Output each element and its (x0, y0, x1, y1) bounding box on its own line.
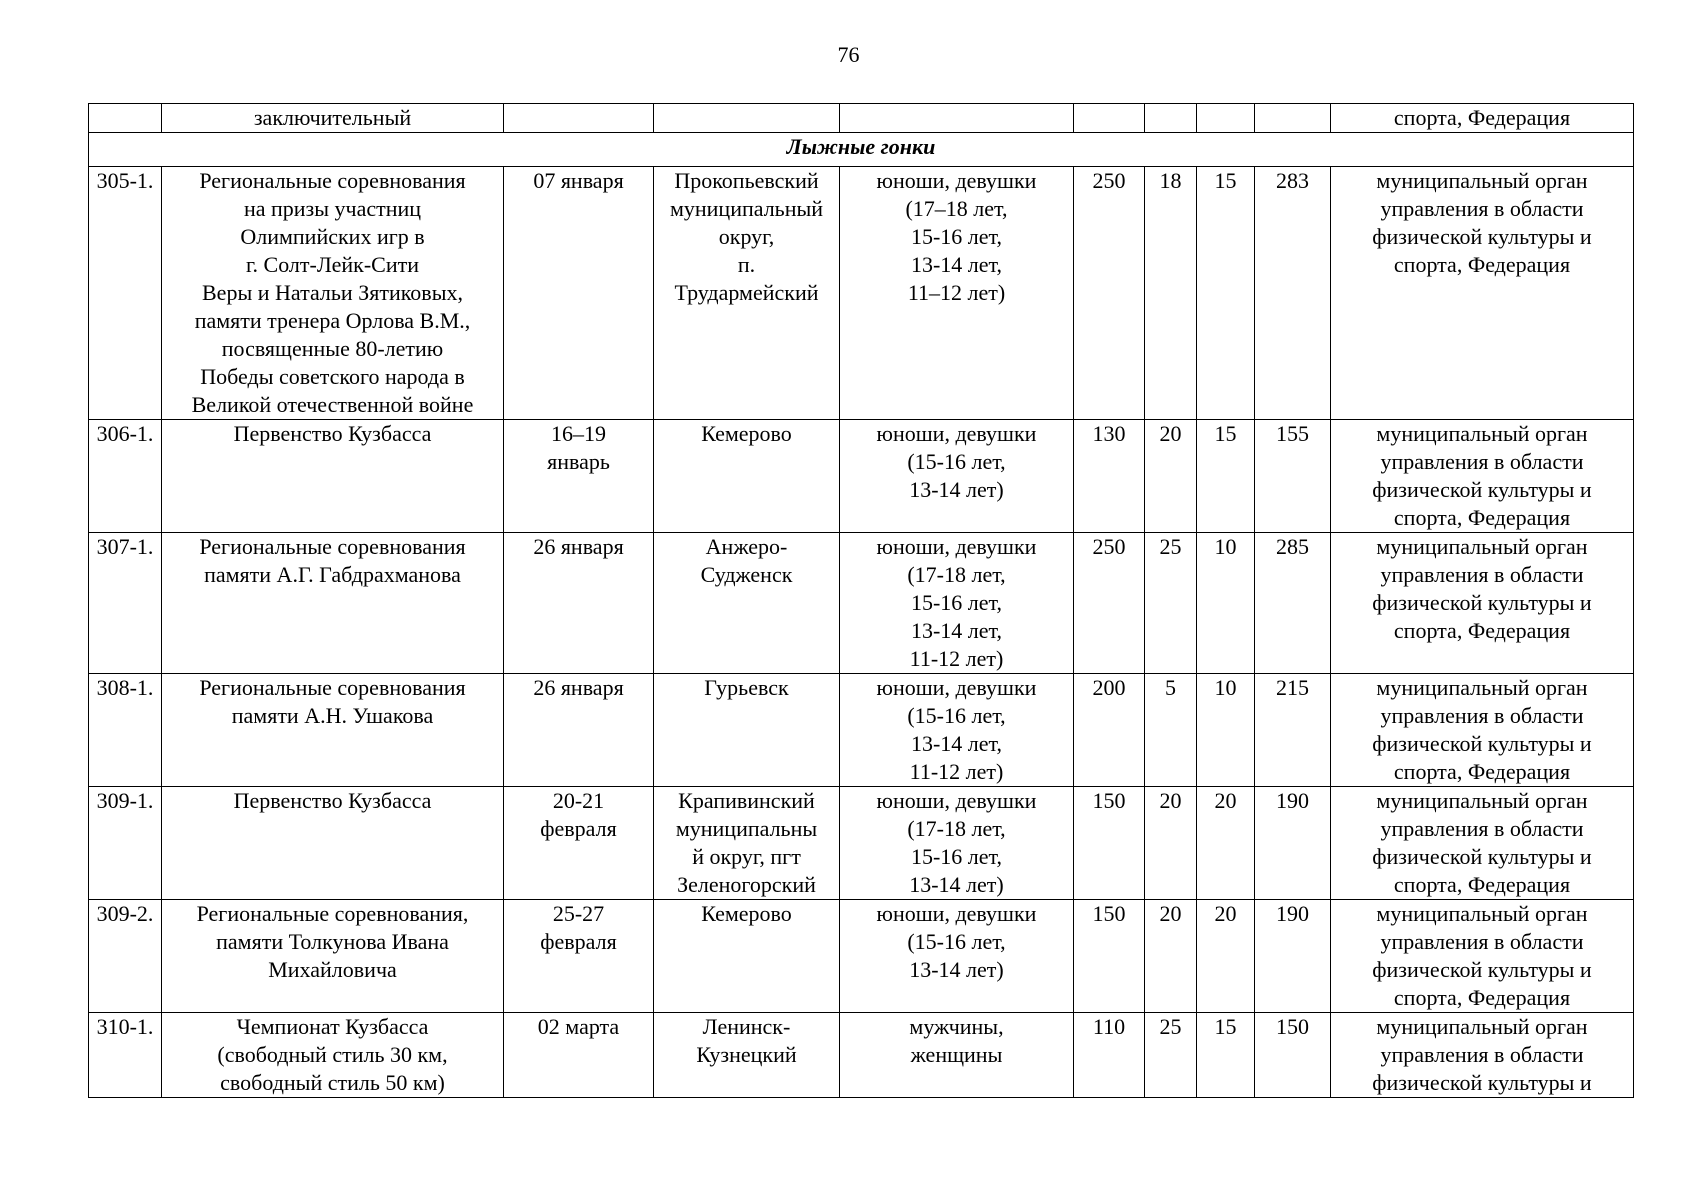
cell-count-1: 110 (1074, 1013, 1145, 1098)
cell-location: Прокопьевский муниципальный округ, п. Трудармейский (654, 167, 840, 420)
cell-count-1: 250 (1074, 533, 1145, 674)
cell-organizer: муниципальный орган управления в области физической культуры и спорта, Федерация (1331, 533, 1634, 674)
cell-date: 07 января (504, 167, 654, 420)
cell-count-2 (1145, 104, 1197, 133)
table-row (89, 420, 1634, 533)
cell-count-3: 15 (1197, 420, 1255, 533)
cell-count-3: 20 (1197, 787, 1255, 900)
cell-number: 309-2. (89, 900, 162, 1013)
cell-total: 215 (1255, 674, 1331, 787)
cell-number: 310-1. (89, 1013, 162, 1098)
cell-location: Гурьевск (654, 674, 840, 787)
cell-count-2: 20 (1145, 900, 1197, 1013)
cell-count-3: 10 (1197, 533, 1255, 674)
cell-date: 16–19 январь (504, 420, 654, 533)
table-row (89, 900, 1634, 1013)
table-row (89, 787, 1634, 900)
cell-participants: юноши, девушки (15-16 лет, 13-14 лет) (840, 900, 1074, 1013)
table-row (89, 167, 1634, 420)
cell-count-2: 25 (1145, 1013, 1197, 1098)
cell-location: Ленинск- Кузнецкий (654, 1013, 840, 1098)
cell-location: Крапивинский муниципальны й округ, пгт Зеленогорский (654, 787, 840, 900)
cell-count-3: 20 (1197, 900, 1255, 1013)
table-row (89, 1013, 1634, 1098)
cell-organizer: муниципальный орган управления в области физической культуры и спорта, Федерация (1331, 787, 1634, 900)
cell-organizer: муниципальный орган управления в области физической культуры и спорта, Федерация (1331, 900, 1634, 1013)
cell-location (654, 104, 840, 133)
cell-count-3 (1197, 104, 1255, 133)
cell-total: 150 (1255, 1013, 1331, 1098)
cell-total: 285 (1255, 533, 1331, 674)
section-row (89, 133, 1634, 167)
cell-organizer: муниципальный орган управления в области физической культуры и (1331, 1013, 1634, 1098)
cell-number: 308-1. (89, 674, 162, 787)
cell-organizer: муниципальный орган управления в области физической культуры и спорта, Федерация (1331, 674, 1634, 787)
cell-participants: юноши, девушки (15-16 лет, 13-14 лет, 11-12 лет) (840, 674, 1074, 787)
cell-date: 02 марта (504, 1013, 654, 1098)
cell-date (504, 104, 654, 133)
cell-number: 309-1. (89, 787, 162, 900)
cell-total (1255, 104, 1331, 133)
cell-count-1 (1074, 104, 1145, 133)
cell-total: 190 (1255, 900, 1331, 1013)
cell-count-1: 150 (1074, 900, 1145, 1013)
cell-event-name: Чемпионат Кузбасса (свободный стиль 30 км, свободный стиль 50 км) (162, 1013, 504, 1098)
cell-date: 26 января (504, 533, 654, 674)
section-title: Лыжные гонки (89, 133, 1634, 167)
cell-count-1: 150 (1074, 787, 1145, 900)
cell-count-2: 25 (1145, 533, 1197, 674)
cell-participants: юноши, девушки (17-18 лет, 15-16 лет, 13-14 лет) (840, 787, 1074, 900)
cell-event-name: заключительный (162, 104, 504, 133)
cell-organizer: муниципальный орган управления в области физической культуры и спорта, Федерация (1331, 420, 1634, 533)
cell-event-name: Первенство Кузбасса (162, 787, 504, 900)
cell-event-name: Региональные соревнования на призы участниц Олимпийских игр в г. Солт-Лейк-Сити Веры и Натальи Зятиковых, памяти тренера Орлова В.М., посвященные 80-летию Победы советского народа в Великой отечественной войне (162, 167, 504, 420)
cell-event-name: Региональные соревнования памяти А.Г. Габдрахманова (162, 533, 504, 674)
cell-organizer: спорта, Федерация (1331, 104, 1634, 133)
cell-number: 305-1. (89, 167, 162, 420)
table-row (89, 674, 1634, 787)
cell-number: 306-1. (89, 420, 162, 533)
cell-participants: юноши, девушки (17–18 лет, 15-16 лет, 13-14 лет, 11–12 лет) (840, 167, 1074, 420)
cell-count-3: 15 (1197, 1013, 1255, 1098)
cell-count-3: 15 (1197, 167, 1255, 420)
cell-count-2: 5 (1145, 674, 1197, 787)
cell-count-1: 250 (1074, 167, 1145, 420)
cell-event-name: Региональные соревнования, памяти Толкунова Ивана Михайловича (162, 900, 504, 1013)
cell-event-name: Региональные соревнования памяти А.Н. Ушакова (162, 674, 504, 787)
cell-total: 155 (1255, 420, 1331, 533)
cell-count-2: 20 (1145, 787, 1197, 900)
cell-participants (840, 104, 1074, 133)
continuation-row (89, 104, 1634, 133)
cell-location: Анжеро- Судженск (654, 533, 840, 674)
cell-date: 25-27 февраля (504, 900, 654, 1013)
page-number: 76 (837, 42, 860, 67)
cell-participants: юноши, девушки (15-16 лет, 13-14 лет) (840, 420, 1074, 533)
cell-number: 307-1. (89, 533, 162, 674)
cell-event-name: Первенство Кузбасса (162, 420, 504, 533)
cell-number (89, 104, 162, 133)
cell-date: 20-21 февраля (504, 787, 654, 900)
events-table (88, 103, 1634, 1098)
cell-count-1: 200 (1074, 674, 1145, 787)
cell-participants: мужчины, женщины (840, 1013, 1074, 1098)
cell-count-2: 18 (1145, 167, 1197, 420)
cell-count-1: 130 (1074, 420, 1145, 533)
cell-total: 283 (1255, 167, 1331, 420)
cell-total: 190 (1255, 787, 1331, 900)
cell-location: Кемерово (654, 900, 840, 1013)
cell-count-2: 20 (1145, 420, 1197, 533)
cell-participants: юноши, девушки (17-18 лет, 15-16 лет, 13-14 лет, 11-12 лет) (840, 533, 1074, 674)
cell-location: Кемерово (654, 420, 840, 533)
cell-date: 26 января (504, 674, 654, 787)
cell-organizer: муниципальный орган управления в области физической культуры и спорта, Федерация (1331, 167, 1634, 420)
table-row (89, 533, 1634, 674)
cell-count-3: 10 (1197, 674, 1255, 787)
